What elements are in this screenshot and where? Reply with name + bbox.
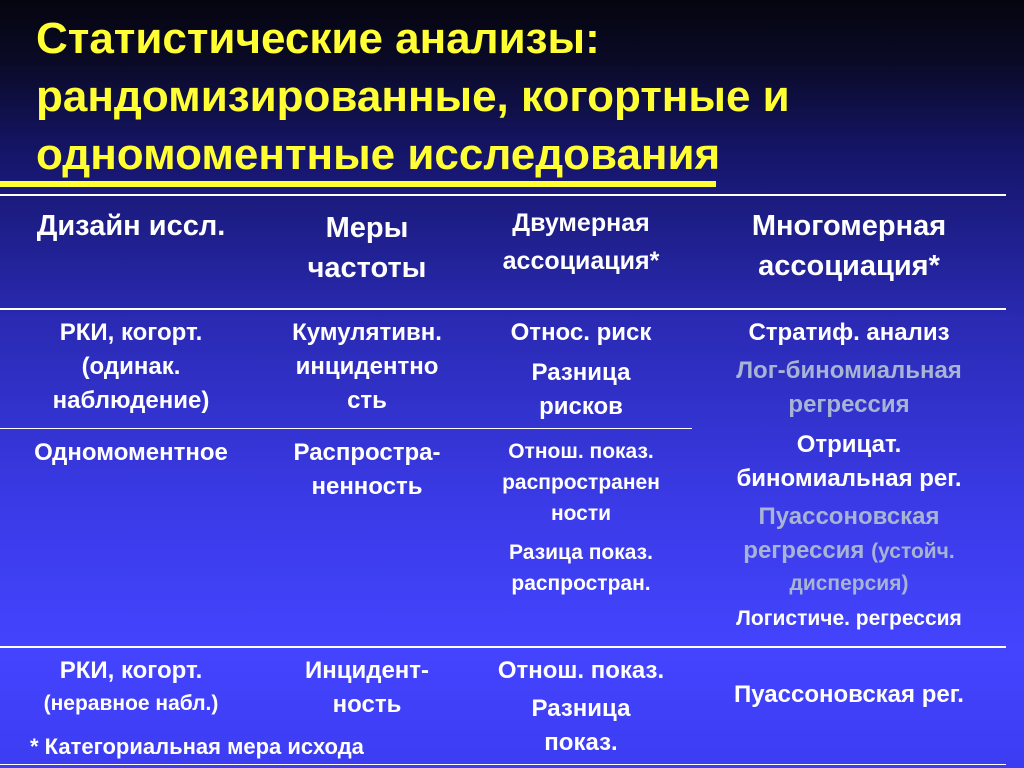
header-bivariate-line-1: Двумерная xyxy=(512,209,650,237)
header-design-text: Дизайн иссл. xyxy=(36,210,226,242)
row2-bivariate-line-5: распростран. xyxy=(511,572,651,595)
header-frequency-line-1: Меры xyxy=(325,212,409,244)
header-multivariate-line-1: Многомерная xyxy=(751,210,947,242)
multi-item-2-line-2: регрессия xyxy=(788,391,910,418)
row3-bivariate-line-3: показ. xyxy=(544,729,618,756)
slide-title xyxy=(36,10,996,184)
row3-frequency-line-1: Инцидент- xyxy=(304,657,430,684)
multivariate-methods xyxy=(692,316,1006,639)
title-line-1: Статистические анализы: xyxy=(36,14,600,63)
header-bivariate-line-2: ассоциация* xyxy=(502,247,660,275)
row1-frequency-line-2: инцидентно xyxy=(295,353,439,380)
row3-design-line-2: (неравное набл.) xyxy=(43,692,219,715)
row3-bivariate-line-1: Отнош. показ. xyxy=(497,657,665,684)
multi-item-2-line-1: Лог-биномиальная xyxy=(736,357,962,384)
row1-frequency-line-3: сть xyxy=(347,387,387,414)
row1-bivariate xyxy=(472,316,690,424)
header-bottom-rule xyxy=(0,308,1006,310)
row2-frequency-line-2: ненность xyxy=(311,473,423,500)
row3-multivariate-text: Пуассоновская рег. xyxy=(734,681,964,708)
multi-item-3-line-1: Отрицат. xyxy=(796,431,902,458)
row1-frequency xyxy=(262,316,472,418)
row2-bivariate-line-3: ности xyxy=(550,502,612,525)
row3-frequency xyxy=(262,654,472,722)
multi-item-5: Логистиче. регрессия xyxy=(736,607,962,630)
header-multivariate xyxy=(692,206,1006,286)
multi-item-1: Стратиф. анализ xyxy=(748,319,950,346)
row2-frequency-line-1: Распростра- xyxy=(293,439,441,466)
multi-item-4-line-2b: (устойч. xyxy=(871,540,955,563)
row2-design xyxy=(0,436,262,470)
header-frequency-line-2: частоты xyxy=(307,252,427,284)
row1-design-line-1: РКИ, когорт. xyxy=(59,319,203,346)
row3-bivariate-line-2: Разница xyxy=(531,695,631,722)
row3-design-line-1: РКИ, когорт. xyxy=(59,657,203,684)
header-top-rule xyxy=(0,194,1006,196)
multi-item-4-line-1: Пуассоновская xyxy=(758,503,940,530)
row1-design xyxy=(0,316,262,418)
header-design xyxy=(0,206,262,246)
row1-bivariate-line-3: рисков xyxy=(539,393,623,420)
row2-bivariate-line-2: распространен xyxy=(502,471,660,494)
multi-item-4-line-2a: регрессия xyxy=(743,537,865,564)
row3-design xyxy=(0,654,262,720)
row1-bivariate-line-1: Относ. риск xyxy=(510,319,652,346)
row2-frequency xyxy=(262,436,472,504)
row1-bivariate-line-2: Разница xyxy=(531,359,631,386)
row3-frequency-line-2: ность xyxy=(332,691,402,718)
title-line-3: одномоментные исследования xyxy=(36,130,721,179)
row2-bivariate-line-1: Отнош. показ. xyxy=(508,440,654,463)
row1-design-line-3: наблюдение) xyxy=(52,387,210,414)
title-line-2: рандомизированные, когортные и xyxy=(36,72,790,121)
multi-item-3-line-2: биномиальная рег. xyxy=(736,465,962,492)
row2-bivariate-line-4: Разица показ. xyxy=(509,541,653,564)
row1-design-line-2: (одинак. xyxy=(81,353,181,380)
header-multivariate-line-2: ассоциация* xyxy=(758,250,940,282)
row1-bottom-rule xyxy=(0,428,692,429)
multi-item-4-line-3: дисперсия) xyxy=(789,572,909,595)
footnote: * Категориальная мера исхода xyxy=(30,734,364,759)
row1-frequency-line-1: Кумулятивн. xyxy=(292,319,442,346)
row2-design-text: Одномоментное xyxy=(34,439,228,466)
table-bottom-rule xyxy=(0,764,1006,765)
title-underline xyxy=(0,181,716,187)
header-bivariate xyxy=(472,204,690,280)
row3-bivariate xyxy=(472,654,690,760)
multi-item-4-line-2 xyxy=(692,534,1006,569)
row3-multivariate xyxy=(692,678,1006,712)
header-frequency xyxy=(262,208,472,288)
row2-bottom-rule xyxy=(0,646,1006,648)
row2-bivariate xyxy=(472,436,690,599)
